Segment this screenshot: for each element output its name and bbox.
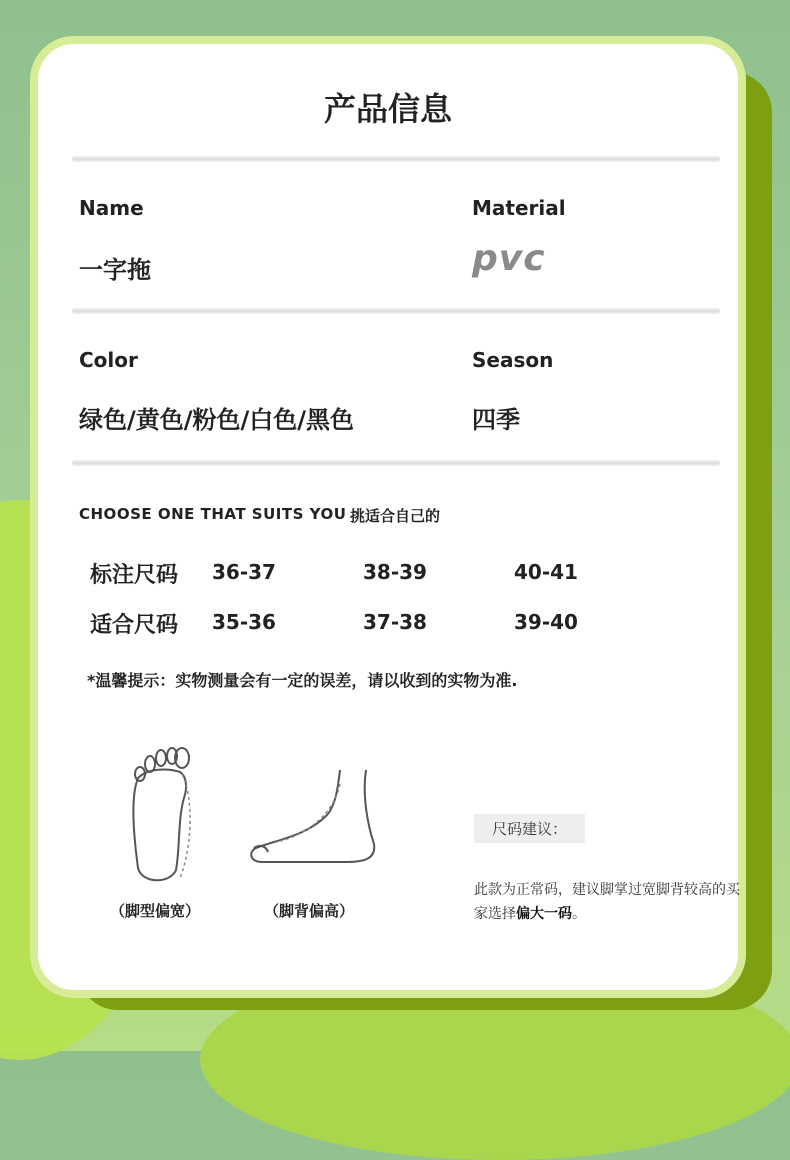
material-value: pvc (472, 238, 546, 279)
size-value: 36-37 (212, 560, 276, 584)
choose-heading-cn: 挑适合自己的 (350, 507, 441, 525)
name-label: Name (79, 196, 144, 220)
foot-caption-wide: （脚型偏宽） (110, 902, 201, 920)
color-value: 绿色/黄色/粉色/白色/黑色 (79, 406, 355, 434)
measurement-note: *温馨提示：实物测量会有一定的误差，请以收到的实物为准. (87, 671, 518, 690)
name-value: 一字拖 (79, 256, 151, 284)
foot-side-view-icon (246, 766, 382, 866)
size-value: 38-39 (363, 560, 427, 584)
divider (72, 308, 720, 314)
size-value: 40-41 (514, 560, 578, 584)
color-label: Color (79, 348, 138, 372)
season-value: 四季 (472, 406, 520, 434)
page-title: 产品信息 (323, 90, 452, 128)
size-value: 35-36 (212, 610, 276, 634)
size-row-label: 适合尺码 (90, 613, 179, 638)
divider (72, 460, 720, 466)
size-value: 39-40 (514, 610, 578, 634)
size-row-label: 标注尺码 (90, 563, 179, 588)
foot-top-view-icon (120, 738, 200, 886)
divider (72, 156, 720, 162)
choose-heading: CHOOSE ONE THAT SUITS YOU (79, 505, 347, 523)
size-advice-text: 此款为正常码，建议脚掌过宽脚背较高的买家选择偏大一码。 (474, 882, 740, 922)
foot-caption-high: （脚背偏高） (264, 902, 355, 920)
season-label: Season (472, 348, 554, 372)
size-value: 37-38 (363, 610, 427, 634)
product-info-card (30, 36, 746, 998)
material-label: Material (472, 196, 566, 220)
size-advice-tag: 尺码建议： (474, 814, 585, 843)
